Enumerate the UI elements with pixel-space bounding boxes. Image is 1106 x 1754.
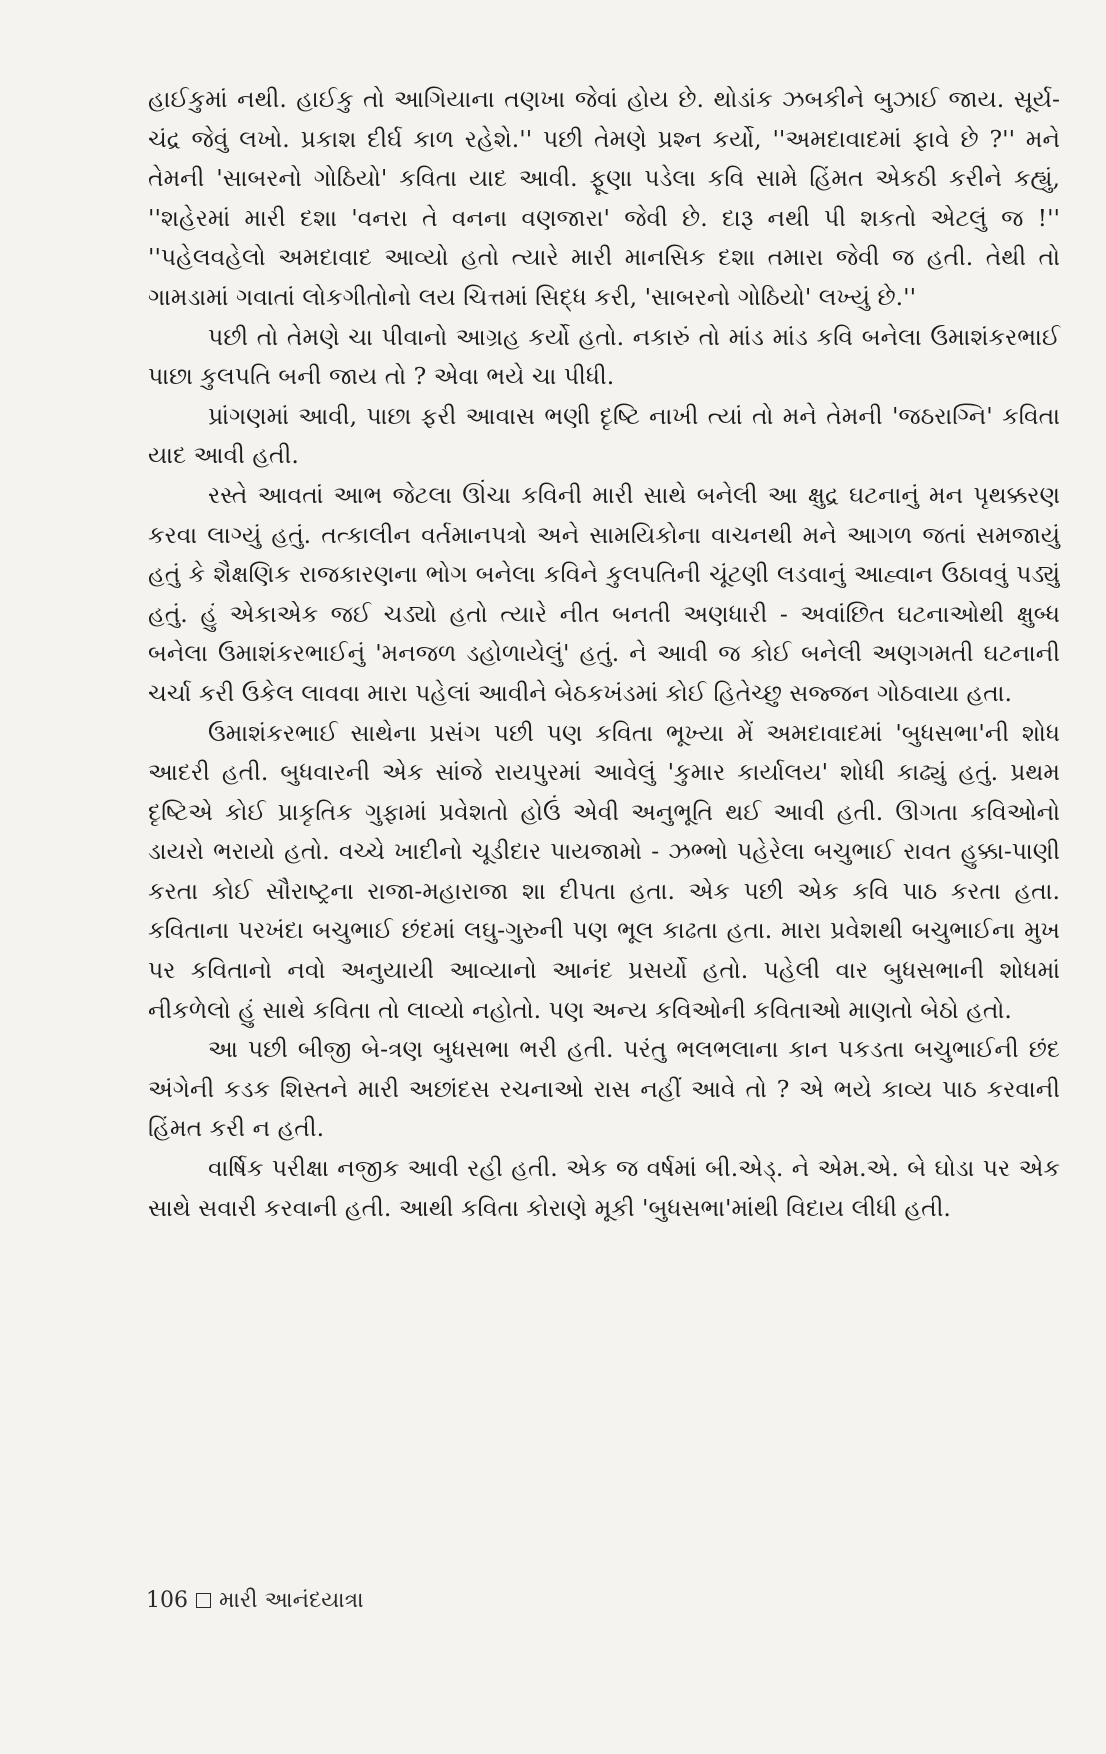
paragraph-1: હાઈકુમાં નથી. હાઈકુ તો આગિયાના તણખા જેવાં હોય છે. થોડાંક ઝબકીને બુઝાઈ જાય. સૂર્ય-ચંદ્ર જેવું લખો. પ્રકાશ દીર્ઘ કાળ રહેશે.'' પછી તેમણે પ્રશ્ન કર્યો, ''અમદાવાદમાં ફાવે છે ?'' મને તેમની 'સાબરનો ગોઠિયો' કવિતા યાદ આવી. ફૂણા પડેલા કવિ સામે હિંમત એકઠી કરીને કહ્યું, ''શહેરમાં મારી દશા 'વનરા તે વનના વણજારા' જેવી છે. દારૂ નથી પી શકતો એટલું જ !'' ''પહેલવહેલો અમદાવાદ આવ્યો હતો ત્યારે મારી માનસિક દશા તમારા જેવી જ હતી. તેથી તો ગામડામાં ગવાતાં લોકગીતોનો લય ચિત્તમાં સિદ્ધ કરી, 'સાબરનો ગોઠિયો' લખ્યું છે.'' [148, 85, 1060, 311]
paragraph-3: પ્રાંગણમાં આવી, પાછા ફરી આવાસ ભણી દૃષ્ટિ નાખી ત્યાં તો મને તેમની 'જઠરાગ્નિ' કવિતા યાદ આવી હતી. [148, 401, 1060, 470]
paragraph-7: વાર્ષિક પરીક્ષા નજીક આવી રહી હતી. એક જ વર્ષમાં બી.એડ્. ને એમ.એ. બે ઘોડા પર એક સાથે સવારી કરવાની હતી. આથી કવિતા કોરાણે મૂકી 'બુધસભા'માંથી વિદાય લીધી હતી. [148, 1154, 1060, 1222]
square-separator-icon [196, 1593, 211, 1608]
page-footer [146, 1588, 364, 1613]
body-text [148, 80, 1060, 1228]
paragraph-4: રસ્તે આવતાં આભ જેટલા ઊંચા કવિની મારી સાથે બનેલી આ ક્ષુદ્ર ઘટનાનું મન પૃથક્કરણ કરવા લાગ્યું હતું. તત્કાલીન વર્તમાનપત્રો અને સામયિકોના વાચનથી મને આગળ જતાં સમજાયું હતું કે શૈક્ષણિક રાજકારણના ભોગ બનેલા કવિને કુલપતિની ચૂંટણી લડવાનું આહ્વાન ઉઠાવવું પડ્યું હતું. હું એકાએક જઈ ચડ્યો હતો ત્યારે નીત બનતી અણધારી - અવાંછિત ઘટનાઓથી ક્ષુબ્ધ બનેલા ઉમાશંકરભાઈનું 'મનજળ ડહોળાયેલું' હતું. ને આવી જ કોઈ બનેલી અણગમતી ઘટનાની ચર્ચા કરી ઉકેલ લાવવા મારા પહેલાં આવીને બેઠકખંડમાં કોઈ હિતેચ્છુ સજ્જન ગોઠવાયા હતા. [148, 480, 1060, 707]
paragraph-6: આ પછી બીજી બે-ત્રણ બુધસભા ભરી હતી. પરંતુ ભલભલાના કાન પકડતા બચુભાઈની છંદ અંગેની કડક શિસ્તને મારી અછાંદસ રચનાઓ રાસ નહીં આવે તો ? એ ભયે કાવ્ય પાઠ કરવાની હિંમત કરી ન હતી. [148, 1035, 1060, 1143]
book-title: મારી આનંદયાત્રા [219, 1588, 364, 1613]
page-number: 106 [146, 1588, 188, 1613]
paragraph-5: ઉમાશંકરભાઈ સાથેના પ્રસંગ પછી પણ કવિતા ભૂખ્યા મેં અમદાવાદમાં 'બુધસભા'ની શોધ આદરી હતી. બુધવારની એક સાંજે રાયપુરમાં આવેલું 'કુમાર કાર્યાલય' શોધી કાઢ્યું હતું. પ્રથમ દૃષ્ટિએ કોઈ પ્રાકૃતિક ગુફામાં પ્રવેશતો હોઉં એવી અનુભૂતિ થઈ આવી હતી. ઊગતા કવિઓનો ડાયરો ભરાયો હતો. વચ્ચે ખાદીનો ચૂડીદાર પાયજામો - ઝભ્ભો પહેરેલા બચુભાઈ રાવત હુક્કા-પાણી કરતા કોઈ સૌરાષ્ટ્રના રાજા-મહારાજા શા દીપતા હતા. એક પછી એક કવિ પાઠ કરતા હતા. કવિતાના પરખંદા બચુભાઈ છંદમાં લઘુ-ગુરુની પણ ભૂલ કાઢતા હતા. મારા પ્રવેશથી બચુભાઈના મુખ પર કવિતાનો નવો અનુયાયી આવ્યાનો આનંદ પ્રસર્યો હતો. પહેલી વાર બુધસભાની શોધમાં નીકળેલો હું સાથે કવિતા તો લાવ્યો નહોતો. પણ અન્ય કવિઓની કવિતાઓ માણતો બેઠો હતો. [148, 718, 1060, 1024]
paragraph-2: પછી તો તેમણે ચા પીવાનો આગ્રહ કર્યો હતો. નકારું તો માંડ માંડ કવિ બનેલા ઉમાશંકરભાઈ પાછા કુલપતિ બની જાય તો ? એવા ભયે ચા પીધી. [148, 322, 1060, 391]
